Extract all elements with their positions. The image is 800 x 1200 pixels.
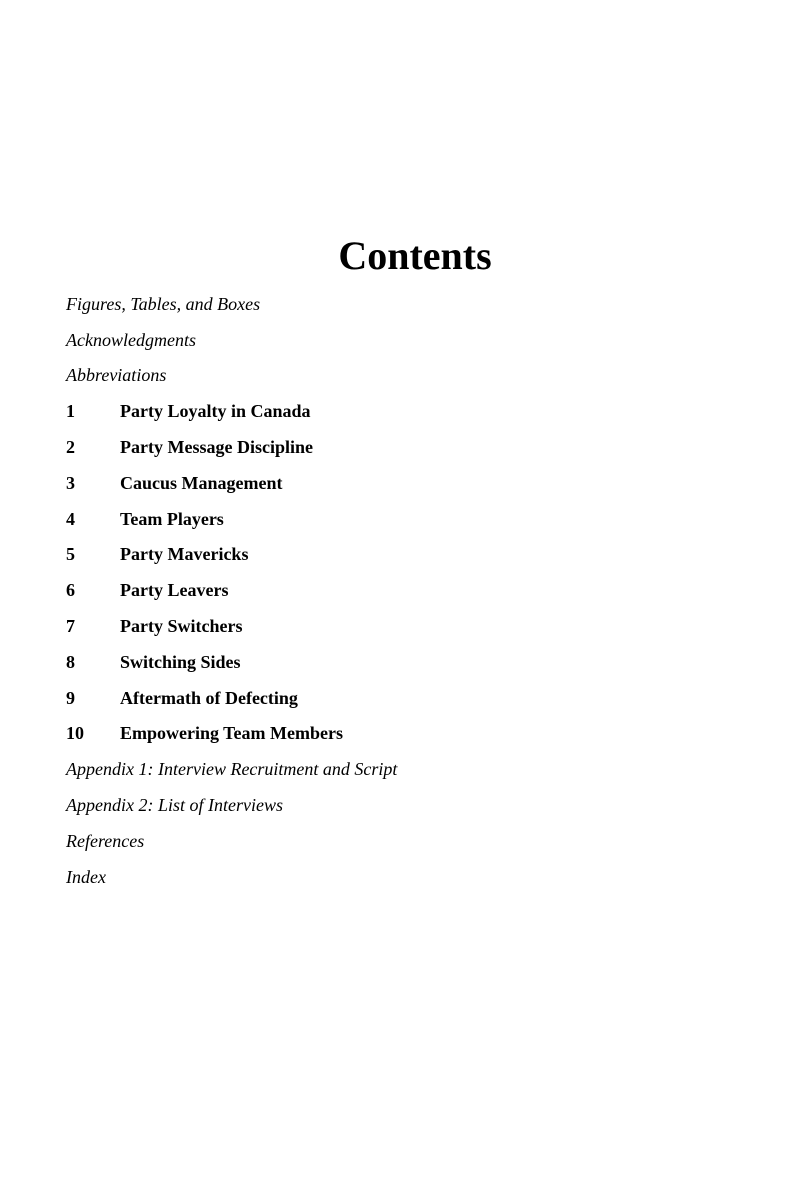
chapter-number: 9 [66, 687, 75, 708]
chapter-number: 7 [66, 616, 75, 637]
toc-chapter-8[interactable] [66, 644, 766, 680]
toc-entry-label: Acknowledgments [66, 329, 196, 350]
chapter-title: Party Switchers [120, 616, 243, 637]
toc-chapter-1[interactable] [66, 393, 766, 429]
chapter-number: 6 [66, 580, 75, 601]
chapter-number: 5 [66, 544, 75, 565]
toc-chapter-3[interactable] [66, 465, 766, 501]
toc-entry-label: Appendix 1: Interview Recruitment and Script [66, 759, 398, 780]
table-of-contents [66, 286, 766, 895]
chapter-title: Party Leavers [120, 580, 229, 601]
chapter-title: Caucus Management [120, 472, 283, 493]
toc-entry-acknowledgments[interactable] [66, 322, 766, 358]
toc-entry-label: Appendix 2: List of Interviews [66, 795, 283, 816]
chapter-number: 4 [66, 508, 75, 529]
toc-chapter-2[interactable] [66, 429, 766, 465]
toc-entry-appendix-1[interactable] [66, 751, 766, 787]
page-title: Contents [338, 233, 492, 278]
chapter-title: Party Message Discipline [120, 437, 313, 458]
toc-chapter-10[interactable] [66, 716, 766, 752]
chapter-title: Team Players [120, 508, 224, 529]
toc-chapter-6[interactable] [66, 572, 766, 608]
toc-entry-abbreviations[interactable] [66, 358, 766, 394]
toc-entry-label: Index [66, 866, 106, 887]
toc-entry-index[interactable] [66, 859, 766, 895]
chapter-number: 1 [66, 401, 75, 422]
chapter-title: Empowering Team Members [120, 723, 343, 744]
chapter-number: 8 [66, 651, 75, 672]
chapter-number: 10 [66, 723, 84, 744]
toc-chapter-9[interactable] [66, 680, 766, 716]
chapter-title: Aftermath of Defecting [120, 687, 298, 708]
toc-chapter-4[interactable] [66, 501, 766, 537]
chapter-title: Party Loyalty in Canada [120, 401, 311, 422]
toc-entry-references[interactable] [66, 823, 766, 859]
chapter-number: 2 [66, 437, 75, 458]
toc-entry-label: Figures, Tables, and Boxes [66, 293, 261, 314]
toc-entry-figures[interactable] [66, 286, 766, 322]
toc-entry-label: Abbreviations [66, 365, 167, 386]
chapter-title: Party Mavericks [120, 544, 249, 565]
toc-chapter-7[interactable] [66, 608, 766, 644]
chapter-title: Switching Sides [120, 651, 241, 672]
toc-entry-appendix-2[interactable] [66, 787, 766, 823]
chapter-number: 3 [66, 472, 75, 493]
toc-chapter-5[interactable] [66, 537, 766, 573]
toc-entry-label: References [66, 830, 145, 851]
